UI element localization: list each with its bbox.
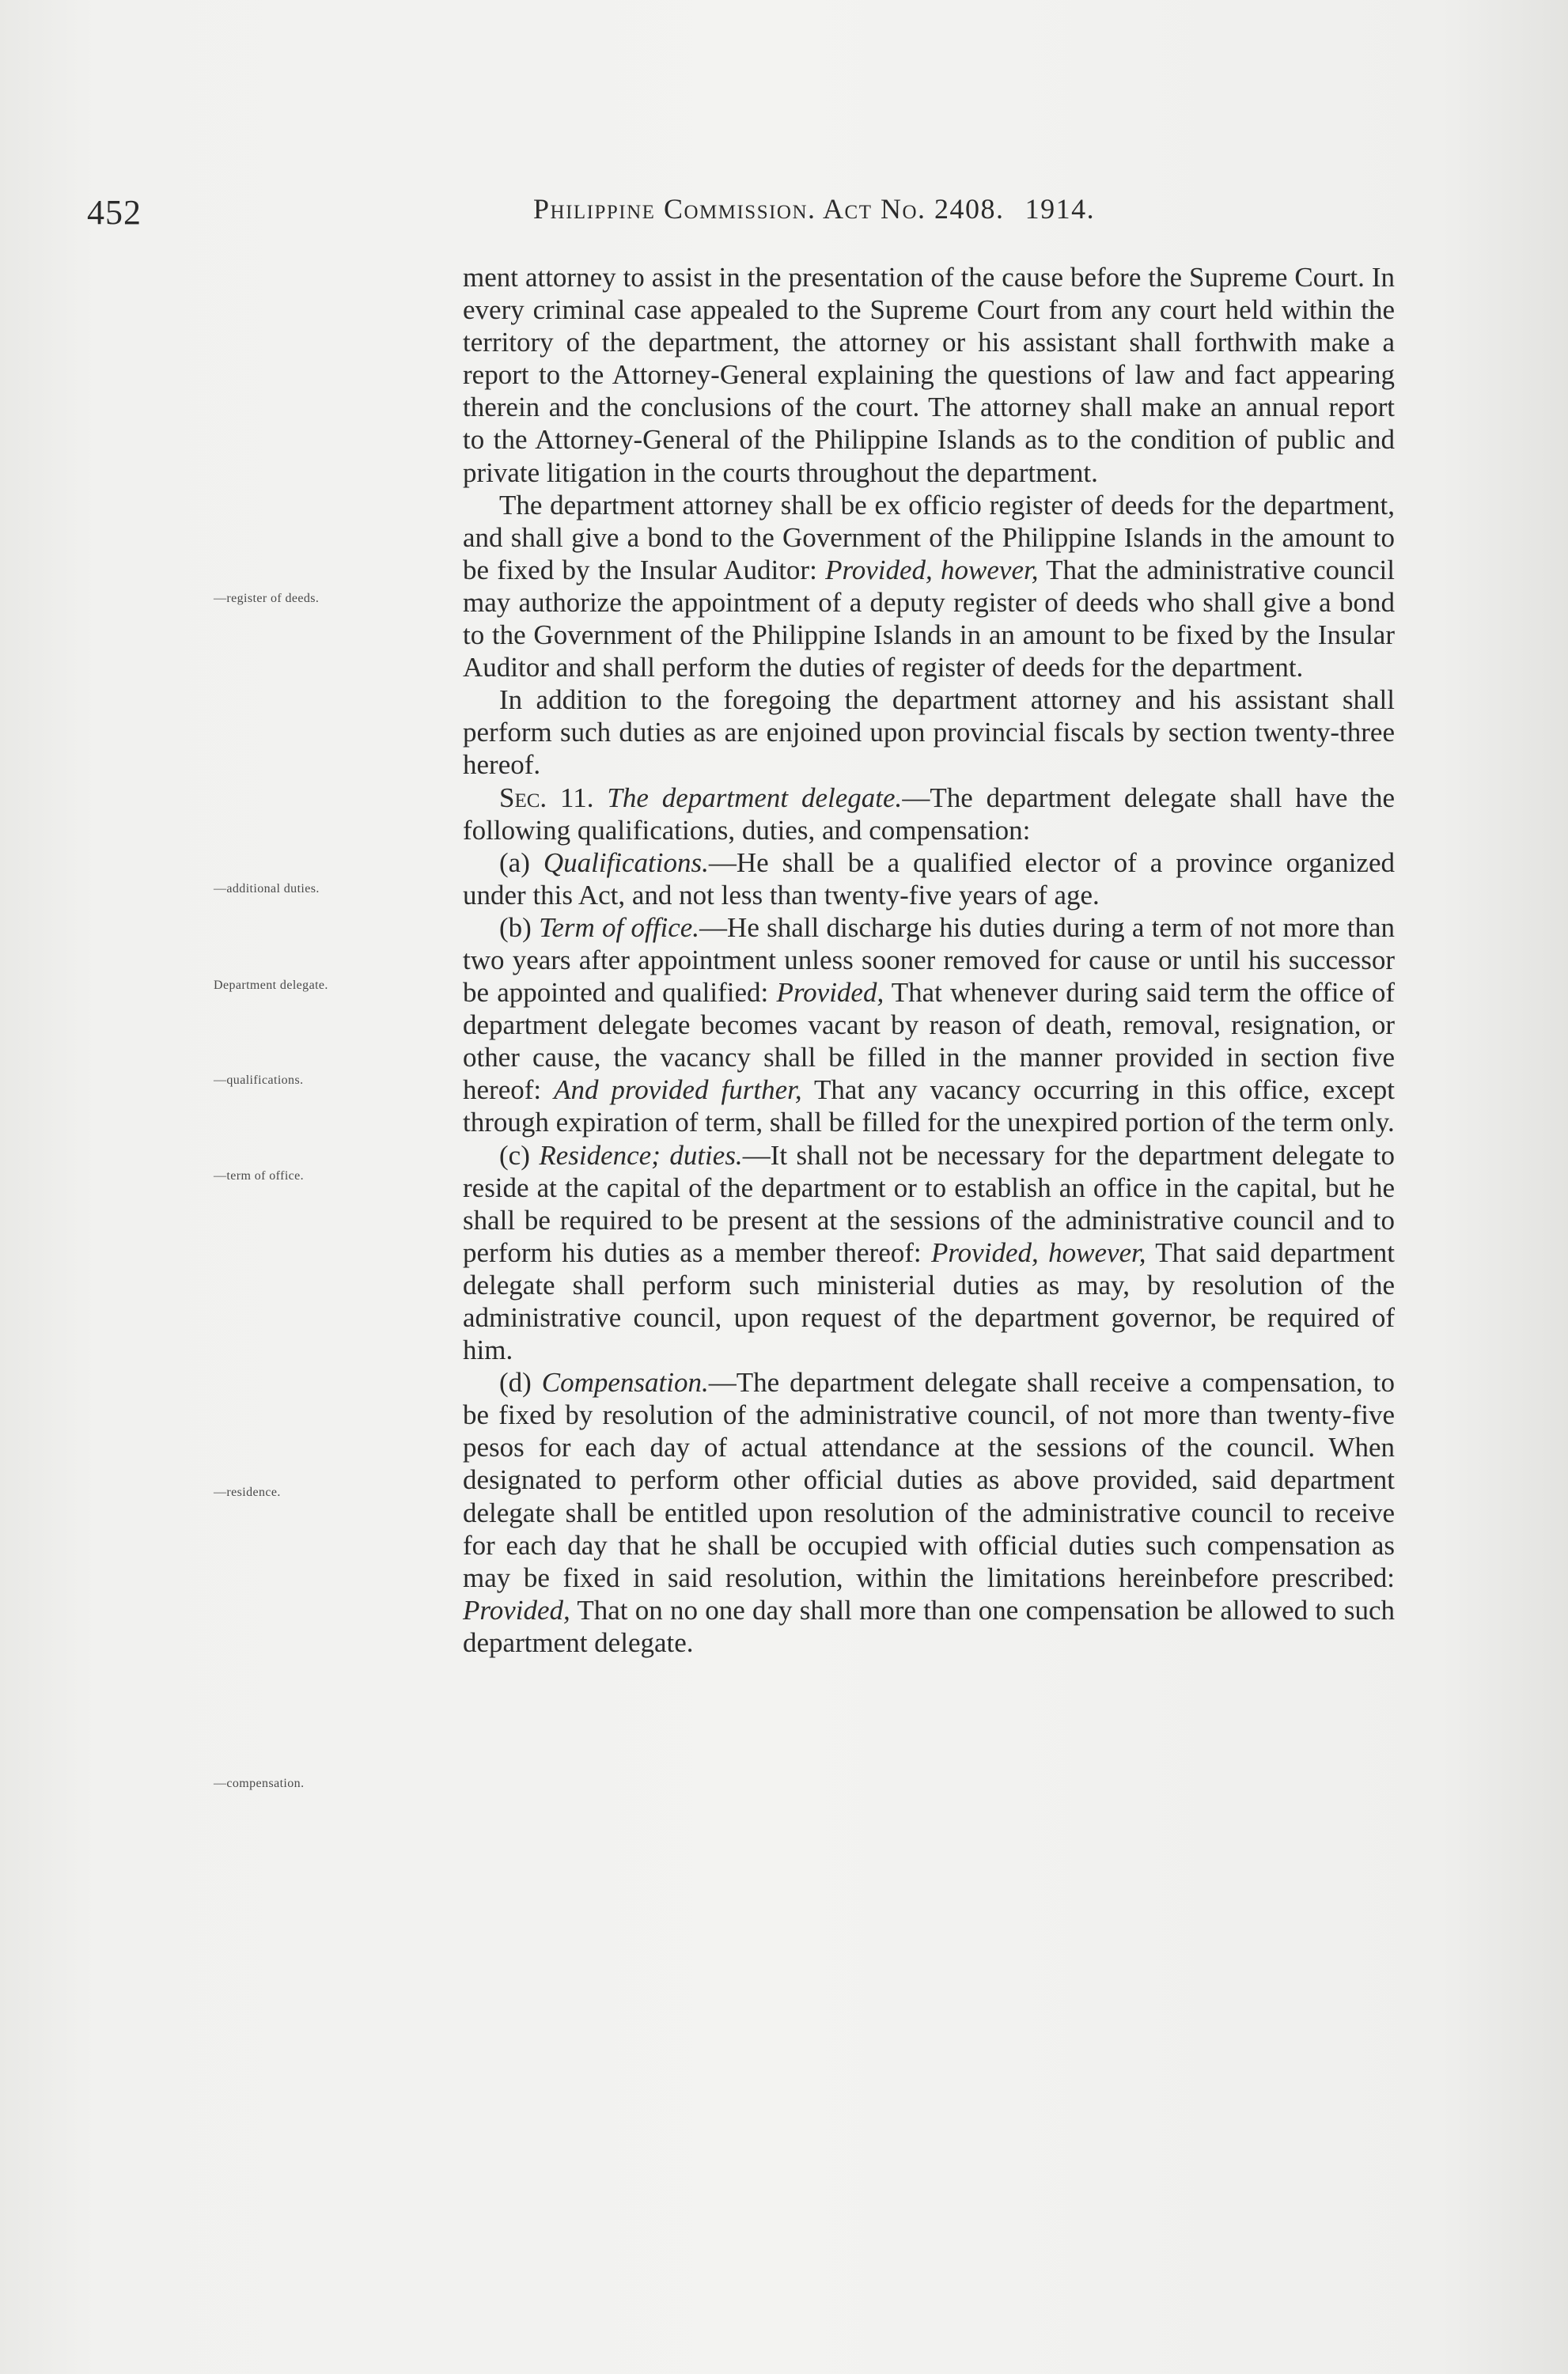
section-number: Sec. 11. (499, 782, 594, 813)
paragraph-qualifications: (a) Qualifications.—He shall be a qualified elector of a province organized under this Act, and not less than twenty-five years of age. (463, 846, 1395, 911)
paragraph-continuation: ment attorney to assist in the presentation of the cause before the Supreme Court. In every criminal case appealed to the Supreme Court from any court held within the territory of the department, the attorney or his assistant shall forthwith make a report to the Attorney-General explaining the questions of law and fact appearing therein and the conclusions of the court. The attorney shall make an annual report to the Attorney-General of the Philippine Islands as to the condition of public and private litigation in the courts throughout the department. (463, 262, 1395, 488)
margin-note-residence: —residence. (214, 1486, 281, 1499)
margin-note-register: —register of deeds. (214, 592, 320, 605)
paragraph-additional-duties: In addition to the foregoing the department attorney and his assistant shall perform such duties as are enjoined upon provincial fiscals by section twenty-three hereof. (463, 684, 1395, 781)
margin-note-qualifications: —qualifications. (214, 1073, 304, 1087)
page-number: 452 (87, 193, 142, 232)
section-title: The department delegate. (607, 782, 903, 813)
margin-note-term-of-office: —term of office. (214, 1169, 305, 1183)
running-year: 1914. (1025, 193, 1096, 225)
margin-note-additional-duties: —additional duties. (214, 882, 320, 895)
body-text (463, 261, 1395, 1659)
margin-note-department-delegate: Department delegate. (214, 979, 328, 992)
paragraph-section-11: Sec. 11. The department delegate.—The department delegate shall have the following qualifications, duties, and compensation: (463, 782, 1395, 846)
running-head (533, 192, 1095, 225)
paragraph-register-of-deeds: The department attorney shall be ex officio register of deeds for the department, and shall give a bond to the Government of the Philippine Islands in the amount to be fixed by the Insular Auditor: Provided, however, That the administrative council may authorize the appointment of a deputy register of deeds who shall give a bond to the Government of the Philippine Islands in an amount to be fixed by the Insular Auditor and shall perform the duties of register of deeds for the department. (463, 489, 1396, 683)
running-title: Philippine Commission. Act No. 2408. (533, 193, 1005, 225)
paragraph-compensation: (d) Compensation.—The department delegate shall receive a compensation, to be fixed by resolution of the administrative council, of not more than twenty-five pesos for each day of actual attendance at the sessions of the council. When designated to perform other official duties as above provided, said department delegate shall be entitled upon resolution of the administrative council to receive for each day that he shall be occupied with official duties such compensation as may be fixed in said resolution, within the limitations hereinbefore prescribed: Provided, That on no one day shall more than one compensation be allowed to such department delegate. (463, 1367, 1396, 1658)
paragraph-residence: (c) Residence; duties.—It shall not be necessary for the department delegate to reside at the capital of the department or to establish an office in the capital, but he shall be required to be present at the sessions of the administrative council and to perform his duties as a member thereof: Provided, however, That said department delegate shall perform such ministerial duties as may, by resolution of the administrative council, upon request of the department governor, be required of him. (463, 1139, 1396, 1366)
margin-note-compensation: —compensation. (214, 1777, 305, 1790)
paragraph-term-of-office: (b) Term of office.—He shall discharge his duties during a term of not more than two years after appointment unless sooner removed for cause or until his successor be appointed and qualified: Provided, That whenever during said term the office of department delegate becomes vacant by reason of death, removal, resignation, or other cause, the vacancy shall be filled in the manner provided in section five hereof: And provided further, That any vacancy occurring in this office, except through expiration of term, shall be filled for the unexpired portion of the term only. (463, 911, 1395, 1138)
